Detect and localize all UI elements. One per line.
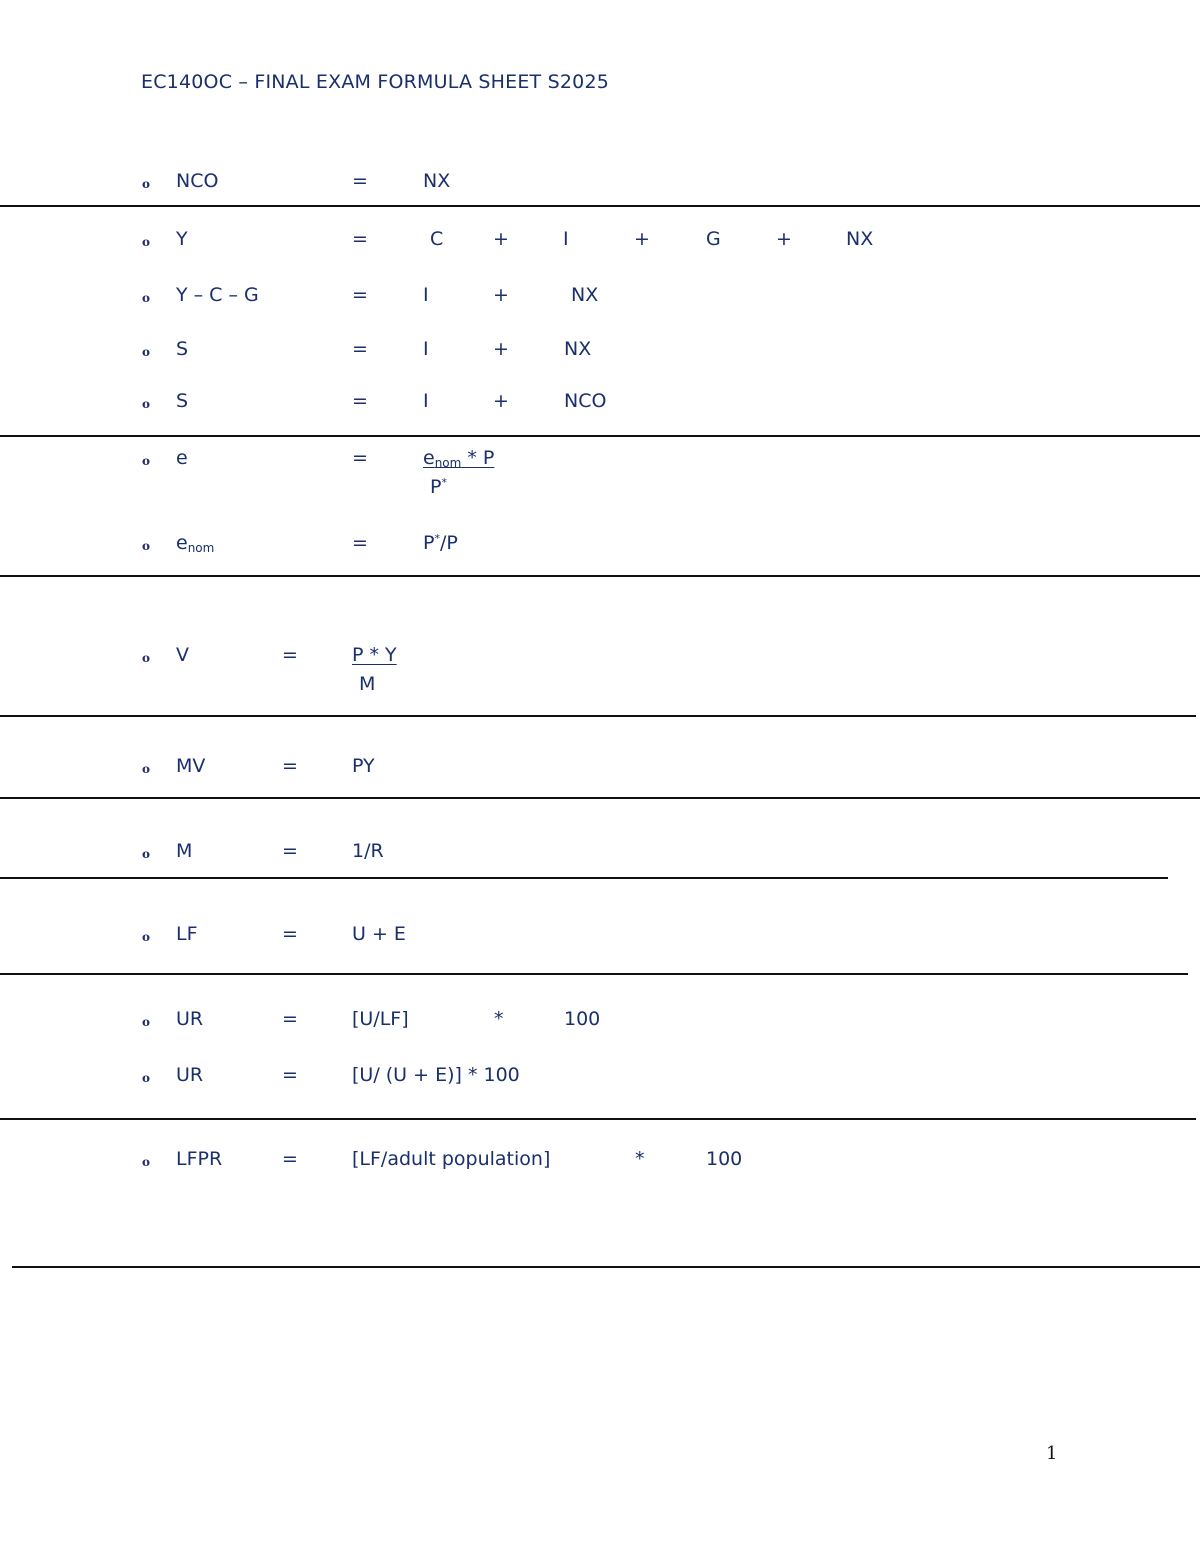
formula-lhs-nco: NCO <box>176 170 219 192</box>
bullet: o <box>142 1155 151 1169</box>
equals-sign: = <box>282 1008 298 1030</box>
formula-lhs-ur: UR <box>176 1064 204 1086</box>
equals-sign: = <box>282 755 298 777</box>
bullet: o <box>142 291 151 305</box>
bullet: o <box>142 762 151 776</box>
bullet: o <box>142 177 151 191</box>
bullet: o <box>142 1071 151 1085</box>
fraction-denominator: P* <box>430 476 447 498</box>
term-100: 100 <box>706 1148 743 1170</box>
bullet: o <box>142 1015 151 1029</box>
equals-sign: = <box>352 284 368 306</box>
formula-lhs-mv: MV <box>176 755 206 777</box>
equals-sign: = <box>352 447 368 469</box>
section-divider <box>0 435 1200 437</box>
equals-sign: = <box>352 338 368 360</box>
formula-lhs-enom: enom <box>176 532 215 555</box>
formula-rhs-ur: [U/ (U + E)] * 100 <box>352 1064 520 1086</box>
bullet: o <box>142 235 151 249</box>
bullet: o <box>142 539 151 553</box>
plus-sign: + <box>634 228 650 250</box>
term-nx: NX <box>564 338 592 360</box>
fraction-numerator: P * Y <box>352 644 397 666</box>
term-nx: NX <box>846 228 874 250</box>
section-divider <box>0 205 1200 207</box>
term-100: 100 <box>564 1008 601 1030</box>
term-g: G <box>706 228 721 250</box>
term-i: I <box>563 228 569 250</box>
multiply-sign: * <box>494 1008 504 1030</box>
equals-sign: = <box>352 228 368 250</box>
bullet: o <box>142 930 151 944</box>
equals-sign: = <box>282 644 298 666</box>
formula-lhs-y: Y <box>176 228 188 250</box>
bullet: o <box>142 345 151 359</box>
section-divider <box>0 715 1196 717</box>
section-divider <box>0 1118 1196 1120</box>
formula-rhs-py: PY <box>352 755 375 777</box>
formula-rhs-lfpr: [LF/adult population] <box>352 1148 551 1170</box>
equals-sign: = <box>282 840 298 862</box>
term-nx: NX <box>571 284 599 306</box>
term-nco: NCO <box>564 390 607 412</box>
formula-lhs-e: e <box>176 447 188 469</box>
formula-lhs-m: M <box>176 840 193 862</box>
formula-lhs-lf: LF <box>176 923 198 945</box>
formula-lhs-s: S <box>176 338 189 360</box>
section-divider <box>12 1266 1200 1268</box>
plus-sign: + <box>493 228 509 250</box>
plus-sign: + <box>776 228 792 250</box>
term-i: I <box>423 390 429 412</box>
plus-sign: + <box>493 390 509 412</box>
formula-lhs-s: S <box>176 390 189 412</box>
formula-lhs-ur: UR <box>176 1008 204 1030</box>
multiply-sign: * <box>635 1148 645 1170</box>
page-number: 1 <box>1046 1443 1058 1464</box>
equals-sign: = <box>352 532 368 554</box>
equals-sign: = <box>352 390 368 412</box>
equals-sign: = <box>282 923 298 945</box>
equals-sign: = <box>282 1064 298 1086</box>
equals-sign: = <box>282 1148 298 1170</box>
formula-rhs-enom: P*/P <box>423 532 458 554</box>
section-divider <box>0 973 1188 975</box>
term-c: C <box>430 228 444 250</box>
formula-rhs-ulf: [U/LF] <box>352 1008 409 1030</box>
bullet: o <box>142 397 151 411</box>
fraction-numerator: enom * P <box>423 447 495 470</box>
plus-sign: + <box>493 284 509 306</box>
formula-lhs-lfpr: LFPR <box>176 1148 223 1170</box>
fraction-denominator: M <box>359 673 376 695</box>
bullet: o <box>142 651 151 665</box>
section-divider <box>0 797 1200 799</box>
document-title: EC140OC – FINAL EXAM FORMULA SHEET S2025 <box>141 71 610 93</box>
plus-sign: + <box>493 338 509 360</box>
formula-lhs-ycg: Y – C – G <box>176 284 259 306</box>
section-divider <box>0 877 1168 879</box>
formula-rhs-ue: U + E <box>352 923 406 945</box>
formula-rhs-nx: NX <box>423 170 451 192</box>
equals-sign: = <box>352 170 368 192</box>
bullet: o <box>142 454 151 468</box>
term-i: I <box>423 338 429 360</box>
term-i: I <box>423 284 429 306</box>
bullet: o <box>142 847 151 861</box>
formula-lhs-v: V <box>176 644 189 666</box>
section-divider <box>0 575 1200 577</box>
formula-rhs-1r: 1/R <box>352 840 384 862</box>
